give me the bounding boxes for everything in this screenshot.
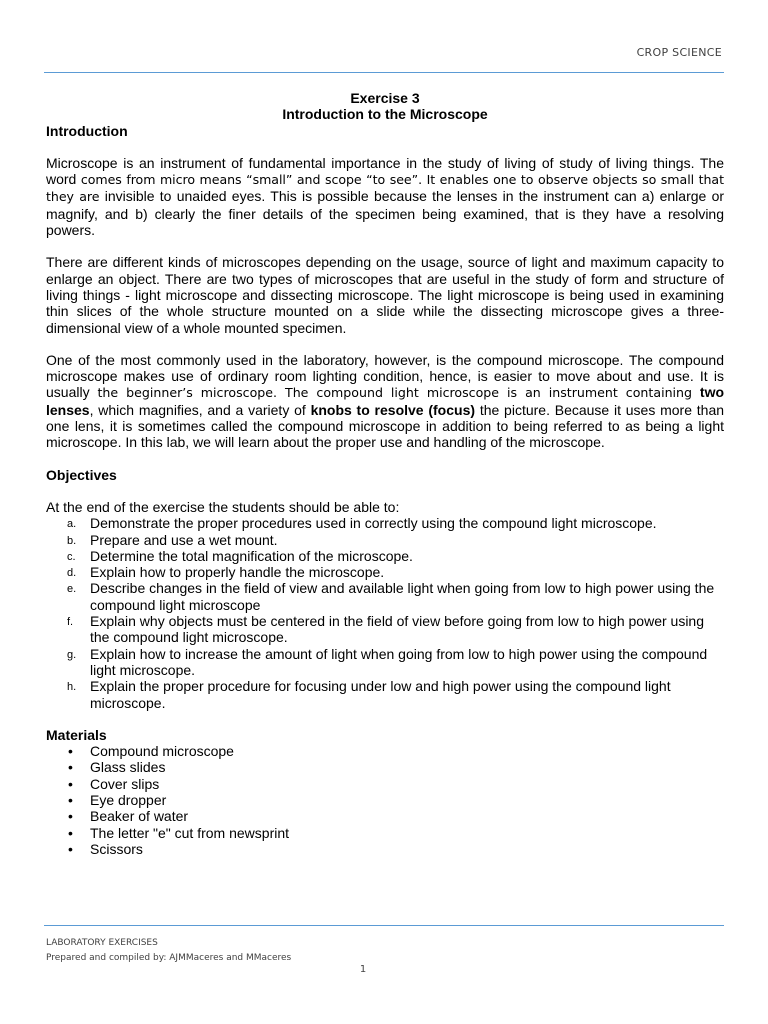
intro-p1-part-b: comes from micro means “small” and scope “to see”. It enables one to observe objects so small that they are [46,172,724,205]
list-item [46,532,724,548]
list-marker: b. [67,534,77,547]
list-item-text: The letter "e" cut from newsprint [90,824,290,841]
document-body [46,90,724,857]
list-item [46,646,724,679]
list-item-text: Explain how to increase the amount of light when going from low to high power using the compound light microscope. [90,645,708,678]
materials-heading: Materials [46,726,107,743]
exercise-title: Introduction to the Microscope [282,106,488,123]
list-item-text: Describe changes in the field of view and available light when going from low to high power using the compound light microscope [90,580,715,613]
list-item [46,564,724,580]
bullet-icon: • [68,743,73,760]
list-marker: e. [67,583,77,596]
list-item [46,580,724,613]
bullet-icon: • [68,759,73,776]
footer [46,936,291,966]
intro-p1-part-c: invisible to unaided eyes. This is possible because the lenses in the instrument can a) enlarge or magnify, and b) clearly the finer details of the specimen being examined, that is they have a resolving powers. [46,188,725,239]
list-item [46,825,724,841]
list-item [46,743,724,759]
list-item [46,613,724,646]
list-item [46,678,724,711]
list-item [46,808,724,824]
list-item-text: Demonstrate the proper procedures used in correctly using the compound light microscope. [90,515,657,532]
objectives-lead: At the end of the exercise the students should be able to: [46,498,400,515]
list-item-text: Compound microscope [90,743,234,760]
footer-rule [44,925,724,926]
intro-p1-part-a: Microscope is an instrument of fundamental importance in the study of living of study of living things. The word [46,154,724,188]
objectives-list [46,515,724,711]
header-rule [44,72,724,73]
list-item-text: Prepare and use a wet mount. [90,531,278,548]
introduction-paragraph-2: There are different kinds of microscopes depending on the usage, source of light and maximum capacity to enlarge an object. There are two types of microscopes that are useful in the study of form and structure of living things - light microscope and dissecting microscope. The light microscope is being used in examining thin slices of the whole structure mounted on a slide while the dissecting microscope gives a three-dimensional view of a whole mounted specimen. [46,254,724,336]
materials-list [46,743,724,857]
intro-p3-part-b: the beginner’s microscope. The compound light microscope is an instrument containing [97,385,693,401]
list-marker: d. [67,567,77,580]
list-marker: f. [67,616,74,629]
page-number: 1 [359,964,367,975]
list-marker: c. [67,550,76,563]
objectives-heading: Objectives [46,466,117,483]
intro-p3-part-d: the picture. Because it uses more than one lens, it is sometimes called the compound microscope in addition to being referred to as being a light microscope. In this lab, we will learn about the proper use and handling of the microscope. [46,401,725,451]
running-header: CROP SCIENCE [636,46,722,59]
bullet-icon: • [68,808,73,825]
list-item-text: Beaker of water [90,808,189,825]
intro-p3-part-c: , which magnifies, and a variety of [89,401,306,418]
list-item-text: Determine the total magnification of the microscope. [90,547,413,564]
bullet-icon: • [68,840,73,857]
introduction-paragraph-3 [46,352,724,451]
list-item [46,515,724,531]
bullet-icon: • [68,791,73,808]
bullet-icon: • [68,824,73,841]
intro-p3-bold-knobs: knobs to resolve (focus) [310,401,476,418]
list-marker: a. [67,518,77,531]
list-item [46,759,724,775]
list-item-text: Explain why objects must be centered in the field of view before going from low to high power using the compound light microscope. [90,613,705,646]
list-item-text: Scissors [90,840,143,857]
introduction-paragraph-1 [46,155,724,238]
list-item [46,841,724,857]
list-item-text: Explain how to properly handle the microscope. [90,564,385,581]
footer-line-1: LABORATORY EXERCISES [46,938,158,948]
list-item [46,792,724,808]
bullet-icon: • [68,775,73,792]
footer-line-2: Prepared and compiled by: AJMMaceres and MMaceres [46,953,292,963]
intro-p3-part-a: One of the most commonly used in the laboratory, however, is the compound microscope. The compound microscope makes use of ordinary room lighting condition, hence, is easier to move about and use. It is usually [46,351,724,401]
intro-p3-bold-two-lenses: two lenses [46,384,725,418]
list-marker: h. [67,681,77,694]
list-marker: g. [67,648,77,661]
list-item [46,548,724,564]
list-item [46,776,724,792]
list-item-text: Cover slips [90,775,160,792]
list-item-text: Eye dropper [90,791,167,808]
list-item-text: Glass slides [90,759,166,776]
list-item-text: Explain the proper procedure for focusing under low and high power using the compound light microscope. [90,678,671,711]
exercise-number: Exercise 3 [350,90,420,106]
introduction-heading: Introduction [46,122,128,139]
